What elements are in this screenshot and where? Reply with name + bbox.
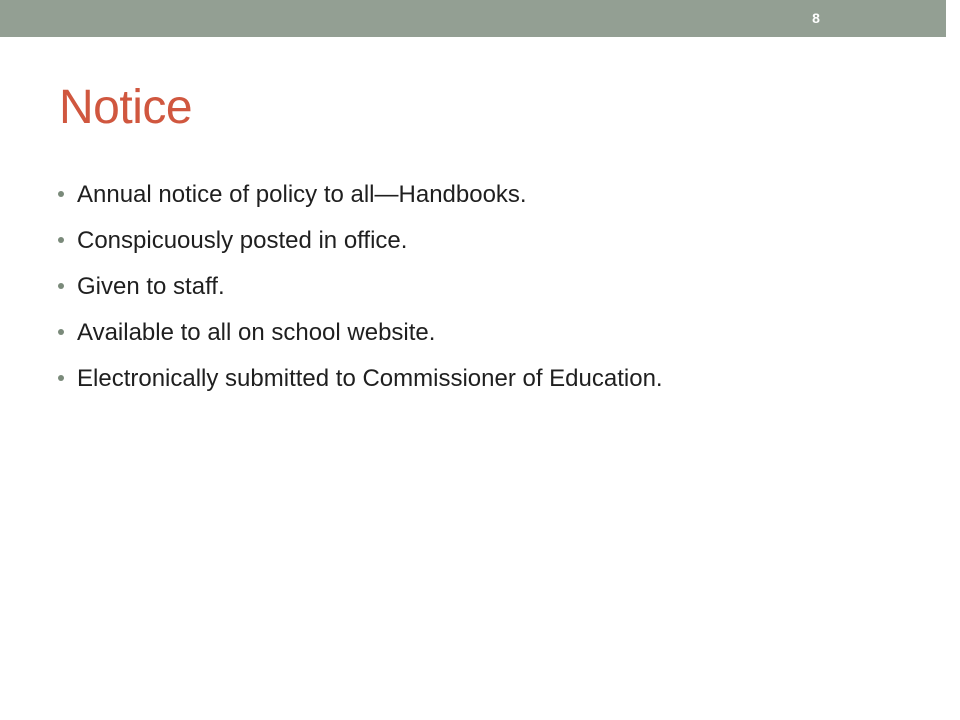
slide-title: Notice (59, 81, 193, 134)
bullet-item (58, 218, 663, 264)
bullet-text: Available to all on school website. (77, 319, 436, 346)
bullet-dot-icon (58, 283, 64, 289)
bullet-item (58, 172, 663, 218)
bullet-item (58, 310, 663, 356)
bullet-text: Given to staff. (77, 273, 225, 300)
bullet-item (58, 356, 663, 402)
bullet-list (58, 172, 663, 402)
bullet-text: Conspicuously posted in office. (77, 227, 408, 254)
bullet-dot-icon (58, 375, 64, 381)
slide-header-bar (0, 0, 946, 37)
bullet-dot-icon (58, 329, 64, 335)
slide-number: 8 (812, 10, 820, 26)
bullet-text: Electronically submitted to Commissioner of Education. (77, 365, 663, 392)
bullet-dot-icon (58, 191, 64, 197)
bullet-item (58, 264, 663, 310)
bullet-text: Annual notice of policy to all—Handbooks. (77, 181, 527, 208)
bullet-dot-icon (58, 237, 64, 243)
